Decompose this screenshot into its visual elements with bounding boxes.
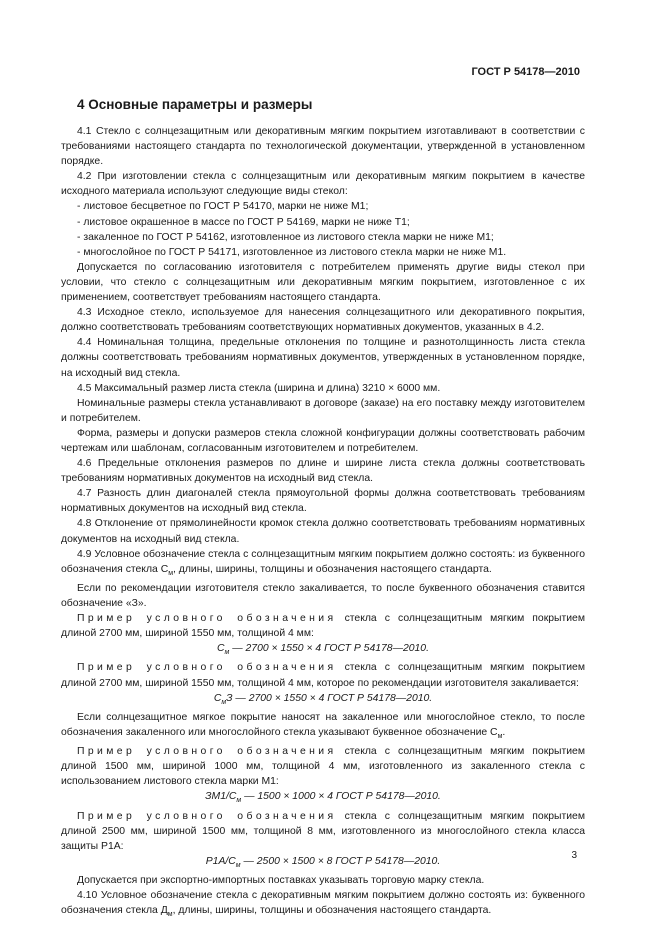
example-paragraph: Пример условного обозначения стекла с солнцезащитным мягким покрытием длиной 2700 мм, шириной 1550 мм, толщиной 4 мм:	[61, 613, 585, 640]
paragraph-4-6: 4.6 Предельные отклонения размеров по длине и ширине листа стекла должны соответствовать требованиям нормативных документов на исходный вид стекла.	[61, 458, 585, 485]
paragraph-4-1: 4.1 Стекло с солнцезащитным или декоративным мягким покрытием изготавливают в соответствии с требованиями настоящего стандарта по технологической документации, утвержденной в установленном порядке.	[61, 126, 585, 168]
document-header: ГОСТ Р 54178—2010	[471, 66, 580, 78]
paragraph-4-8: 4.8 Отклонение от прямолинейности кромок стекла должно соответствовать требованиям нормативных документов на исходный вид стекла.	[61, 518, 585, 545]
example-label: Пример условного обозначения	[77, 662, 337, 674]
example-paragraph: Пример условного обозначения стекла с солнцезащитным мягким покрытием длиной 2500 мм, шириной 1500 мм, толщиной 8 мм, изготовленного из многослойного стекла класса защиты Р1А:	[61, 810, 585, 852]
paragraph-4-7: 4.7 Разность длин диагоналей стекла прямоугольной формы должна соответствовать требованиям нормативных документов на исходный вид стекла.	[61, 488, 585, 515]
paragraph: Форма, размеры и допуски размеров стекла сложной конфигурации должны соответствовать рабочим чертежам или шаблонам, согласованным изготовителем и потребителем.	[61, 427, 585, 454]
paragraph: Если солнцезащитное мягкое покрытие наносят на закаленное или многослойное стекло, то после обозначения закаленного или многослойного стекла указывают буквенное обозначение $С_м$.	[61, 711, 585, 740]
section-title: 4 Основные параметры и размеры	[77, 97, 313, 112]
document-body	[61, 124, 585, 922]
example-paragraph: Пример условного обозначения стекла с солнцезащитным мягким покрытием длиной 2700 мм, шириной 1550 мм, толщиной 4 мм, которое по рекомендации изготовителя закаливается:	[61, 662, 585, 689]
formula: $Р1А/С_м$ — 2500 × 1500 × 8 ГОСТ Р 54178—2010.	[205, 855, 441, 869]
formula: $ЗМ1/С_м$ — 1500 × 1000 × 4 ГОСТ Р 54178—2010.	[205, 791, 441, 805]
paragraph-4-5: 4.5 Максимальный размер листа стекла (ширина и длина) 3210 × 6000 мм.	[77, 382, 441, 394]
example-label: Пример условного обозначения	[77, 746, 337, 758]
page-number: 3	[571, 850, 577, 861]
formula: $С_м$ — 2700 × 1550 × 4 ГОСТ Р 54178—2010.	[217, 643, 429, 657]
paragraph: Если по рекомендации изготовителя стекло закаливается, то после буквенного обозначения ставится обозначение «З».	[61, 582, 585, 609]
list-item: - многослойное по ГОСТ Р 54171, изготовленное из листового стекла марки не ниже М1.	[77, 246, 507, 258]
example-label: Пример условного обозначения	[77, 613, 337, 625]
list-item: - листовое окрашенное в массе по ГОСТ Р 54169, марки не ниже Т1;	[77, 216, 410, 228]
paragraph: Допускается по согласованию изготовителя с потребителем применять другие виды стекол при условии, что стекло с солнцезащитным или декоративным мягким покрытием, изготовленное с их применением, соответствует требованиям настоящего стандарта.	[61, 261, 585, 304]
paragraph-4-9: 4.9 Условное обозначение стекла с солнцезащитным мягким покрытием должно состоять: из буквенного обозначения стекла $С_м$, длины, ширины, толщины и обозначения настоящего стандарта.	[61, 548, 585, 577]
paragraph-4-4: 4.4 Номинальная толщина, предельные отклонения по толщине и разнотолщинность листа стекла должны соответствовать требованиям нормативных документов, утвержденных в установленном порядке, на исходный вид стекла.	[61, 337, 585, 379]
example-label: Пример условного обозначения	[77, 810, 337, 822]
paragraph: Номинальные размеры стекла устанавливают в договоре (заказе) на его поставку между изготовителем и потребителем.	[61, 397, 585, 424]
list-item: - листовое бесцветное по ГОСТ Р 54170, марки не ниже М1;	[77, 201, 369, 213]
formula: $С_мЗ$ — 2700 × 1550 × 4 ГОСТ Р 54178—2010.	[213, 692, 433, 706]
paragraph-4-2: 4.2 При изготовлении стекла с солнцезащитным или декоративным мягким покрытием в качестве исходного материала используют следующие виды стекол:	[61, 171, 585, 198]
paragraph-4-3: 4.3 Исходное стекло, используемое для нанесения солнцезащитного или декоративного покрытия, должно соответствовать требованиям соответствующих нормативных документов, указанных в 4.2.	[61, 307, 585, 334]
example-paragraph: Пример условного обозначения стекла с солнцезащитным мягким покрытием длиной 1500 мм, шириной 1000 мм, толщиной 4 мм, изготовленного из закаленного стекла с использованием листового стекла марки М1:	[61, 746, 585, 788]
list-item: - закаленное по ГОСТ Р 54162, изготовленное из листового стекла марки не ниже М1;	[77, 231, 494, 243]
paragraph: Допускается при экспортно-импортных поставках указывать торговую марку стекла.	[77, 874, 485, 886]
paragraph-4-10: 4.10 Условное обозначение стекла с декоративным мягким покрытием должно состоять из: буквенного обозначения стекла $Д_м$, длины, ширины, толщины и обозначения настоящего стандарта.	[61, 890, 585, 919]
